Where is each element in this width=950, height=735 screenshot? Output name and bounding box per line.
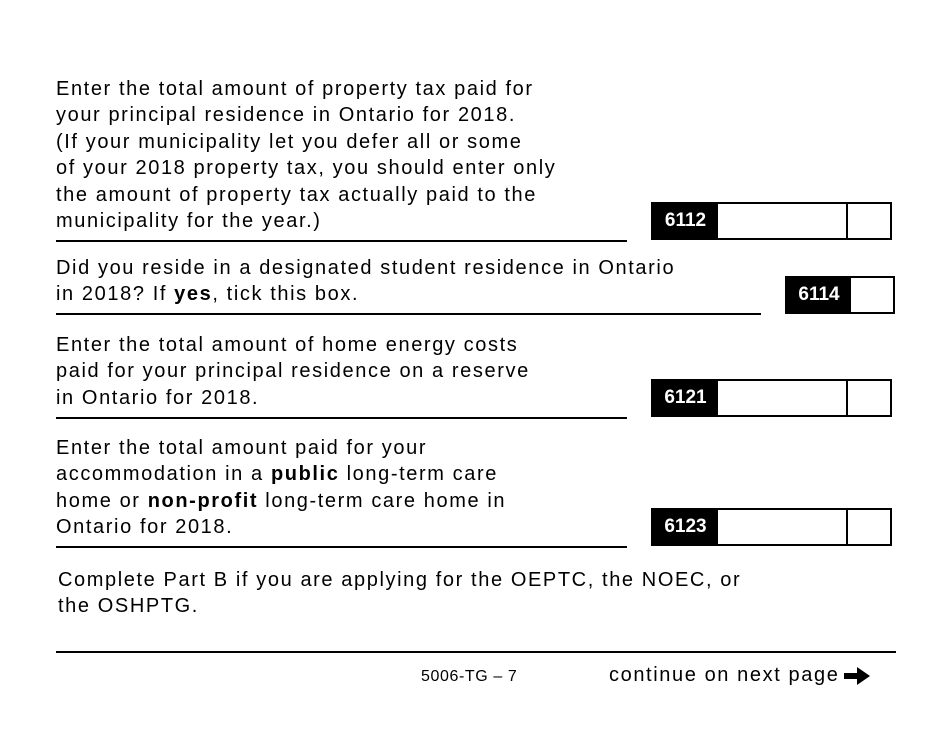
footer-divider xyxy=(56,651,896,653)
home-energy-cents-input[interactable] xyxy=(848,381,890,415)
home-energy-dollars-input[interactable] xyxy=(718,381,848,415)
line-code-6123: 6123 xyxy=(653,510,718,544)
property-tax-cents-input[interactable] xyxy=(848,204,890,238)
divider xyxy=(56,546,627,548)
student-residence-question xyxy=(56,255,675,308)
divider xyxy=(56,417,627,419)
text-line: the OSHPTG. xyxy=(58,595,199,618)
long-term-care-instructions xyxy=(56,435,506,541)
part-b-note xyxy=(58,567,741,620)
text-line: Enter the total amount of home energy costs xyxy=(56,334,519,356)
text-line: your principal residence in Ontario for 2018. xyxy=(56,104,516,127)
text-line: accommodation in a public long-term care xyxy=(56,463,498,486)
long-term-care-cents-input[interactable] xyxy=(848,510,890,544)
continue-next-page xyxy=(609,664,871,687)
divider xyxy=(56,240,627,242)
property-tax-instructions xyxy=(56,76,556,234)
text-line: paid for your principal residence on a reserve xyxy=(56,360,530,383)
property-tax-field[interactable] xyxy=(651,202,892,240)
page-number: 5006-TG – 7 xyxy=(421,668,518,685)
property-tax-dollars-input[interactable] xyxy=(718,204,848,238)
text-line: the amount of property tax actually paid to the xyxy=(56,183,538,206)
continue-label: continue on next page xyxy=(609,664,840,686)
line-code-6112: 6112 xyxy=(653,204,718,238)
text-line: municipality for the year.) xyxy=(56,210,322,233)
text-line: Enter the total amount of property tax paid for xyxy=(56,78,534,100)
right-arrow-icon xyxy=(843,665,871,687)
home-energy-field[interactable] xyxy=(651,379,892,417)
text-line: in Ontario for 2018. xyxy=(56,386,260,409)
line-code-6121: 6121 xyxy=(653,381,718,415)
home-energy-instructions xyxy=(56,332,530,411)
text-line: home or non-profit long-term care home in xyxy=(56,489,507,512)
student-residence-checkbox-field[interactable] xyxy=(785,276,895,314)
text-line: Did you reside in a designated student residence in Ontario xyxy=(56,257,676,279)
student-residence-checkbox[interactable] xyxy=(851,278,893,312)
text-line: Ontario for 2018. xyxy=(56,516,234,539)
divider xyxy=(56,313,761,315)
text-line: of your 2018 property tax, you should enter only xyxy=(56,157,557,180)
text-line: Complete Part B if you are applying for the OEPTC, the NOEC, or xyxy=(58,569,742,591)
long-term-care-dollars-input[interactable] xyxy=(718,510,848,544)
line-code-6114: 6114 xyxy=(787,278,851,312)
text-line: in 2018? If yes, tick this box. xyxy=(56,283,360,306)
text-line: Enter the total amount paid for your xyxy=(56,437,428,459)
long-term-care-field[interactable] xyxy=(651,508,892,546)
text-line: (If your municipality let you defer all or some xyxy=(56,130,523,153)
